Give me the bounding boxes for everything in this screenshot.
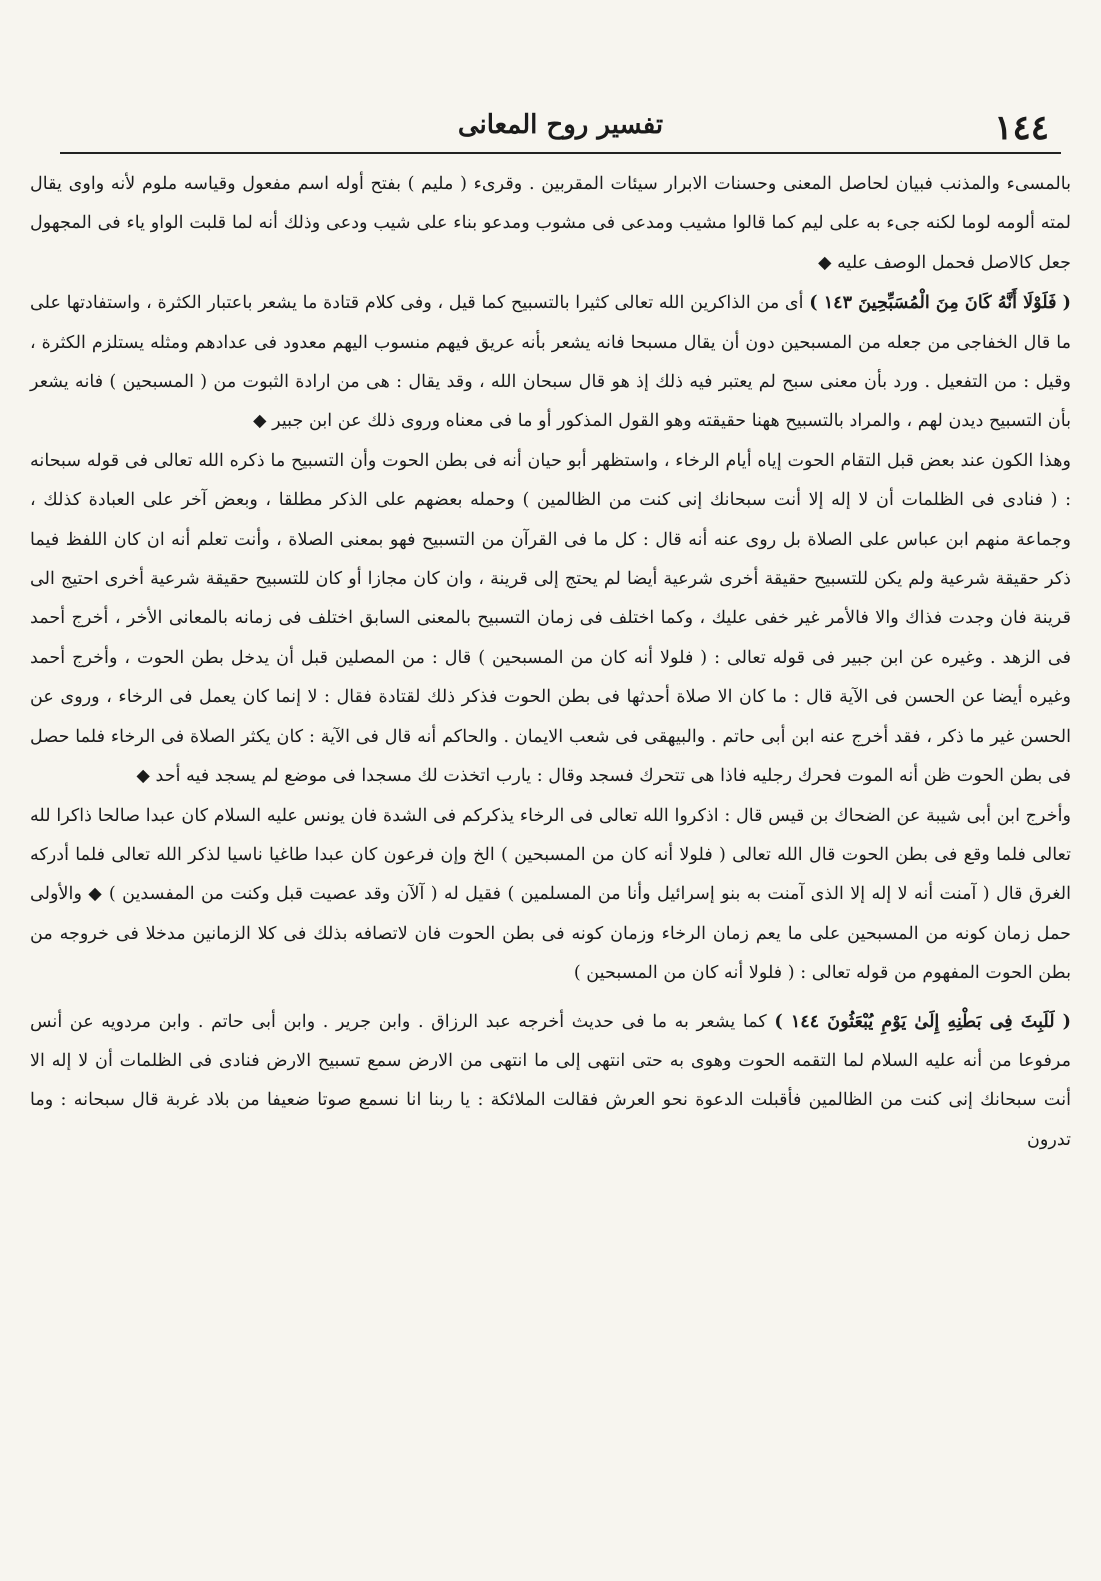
page-number: ١٤٤	[994, 108, 1049, 148]
paragraph	[30, 442, 1071, 797]
body-text-run: وأخرج ابن أبى شيبة عن الضحاك بن قيس قال : اذكروا الله تعالى فى الرخاء يذكركم فى الشدة فان يونس عليه السلام كان عبدا صالحا ذاكرا لله تعالى فلما وقع فى بطن الحوت قال الله تعالى ( فلولا أنه كان من المسبحين ) الخ وإن فرعون كان عبدا طاغيا ناسيا لذكر الله تعالى فلما أدركه الغرق قال ( آمنت أنه لا إله إلا الذى آمنت به بنو إسرائيل وأنا من المسلمين ) فقيل له ( آلآن وقد عصيت قبل وكنت من المفسدين ) ◆ والأولى حمل زمان كونه من المسبحين على ما يعم زمان الرخاء وزمان كونه فى بطن الحوت فان لاتصافه بذلك فى كلا الزمانين مدخلا فى خروجه من بطن الحوت المفهوم من قوله تعالى : ( فلولا أنه كان من المسبحين )	[30, 805, 1071, 984]
paragraph	[30, 797, 1071, 994]
quran-verse: ( فَلَوْلَا أَنَّهُ كَانَ مِنَ الْمُسَبِّحِينَ ١٤٣ )	[809, 292, 1072, 314]
page-header	[60, 100, 1061, 154]
body-text-run: وهذا الكون عند بعض قبل التقام الحوت إياه أيام الرخاء ، واستظهر أبو حيان أنه فى بطن الحوت وأن التسبيح ما ذكره الله تعالى فى قوله سبحانه : ( فنادى فى الظلمات أن لا إله إلا أنت سبحانك إنى كنت من الظالمين ) وحمله بعضهم على الذكر مطلقا ، وبعض آخر على العبادة كذلك ، وجماعة منهم ابن عباس على الصلاة بل روى عنه أنه قال : كل ما فى القرآن من التسبيح فهو بمعنى الصلاة ، وأنت تعلم أنه ان كان اللفظ فيما ذكر حقيقة شرعية ولم يكن للتسبيح حقيقة أخرى شرعية أيضا لم يحتج إلى قرينة ، وان كان مجازا أو كان للتسبيح حقيقة شرعية أخرى احتيج الى قرينة فان وجدت فذاك والا فالأمر غير خفى عليك ، وكما اختلف فى زمان التسبيح بالمعنى السابق اختلف فى زمانه بالمعانى الأخر ، أخرج أحمد فى الزهد . وغيره عن ابن جبير فى قوله تعالى : ( فلولا أنه كان من المسبحين ) قال : من المصلين قبل أن يدخل بطن الحوت ، وأخرج أحمد وغيره أيضا عن الحسن فى الآية قال : ما كان الا صلاة أحدثها فى بطن الحوت فذكر ذلك لقتادة فقال : لا إنما كان يعمل فى الرخاء ، وروى عن الحسن غير ما ذكر ، فقد أخرج عنه ابن أبى حاتم . والبيهقى فى شعب الايمان . والحاكم أنه قال فى الآية : كان يكثر الصلاة فى الرخاء فلما حصل فى بطن الحوت ظن أنه الموت فحرك رجليه فاذا هى تتحرك فسجد وقال : يارب اتخذت لك مسجدا فى موضع لم يسجد فيه أحد ◆	[30, 450, 1071, 787]
paragraph	[30, 1002, 1071, 1161]
paragraph-gap	[30, 994, 1071, 1002]
paragraph	[30, 165, 1071, 283]
quran-verse: ( لَلَبِثَ فِى بَطْنِهِ إِلَىٰ يَوْمِ يُبْعَثُونَ ١٤٤ )	[774, 1010, 1072, 1032]
body-text-run: كما يشعر به ما فى حديث أخرجه عبد الرزاق . وابن جرير . وابن أبى حاتم . وابن مردويه عن أنس مرفوعا من أنه عليه السلام لما التقمه الحوت وهوى به حتى انتهى إلى ما انتهى من الارض سمع تسبيح الارض فنادى فى الظلمات أن لا إله الا أنت سبحانك إنى كنت من الظالمين فأقبلت الدعوة نحو العرش فقالت الملائكة : يا ربنا انا نسمع صوتا ضعيفا من بلاد غربة قال سبحانه : وما تدرون	[30, 1011, 1071, 1150]
body-text-run: أى من الذاكرين الله تعالى كثيرا بالتسبيح كما قيل ، وفى كلام قتادة ما يشعر باعتبار الكثرة ، واستفادتها على ما قال الخفاجى من جعله من المسبحين دون أن يقال مسبحا فانه يشعر بأنه عريق فيهم منسوب اليهم معدود فى عدادهم ومثله يستلزم الكثرة ، وقيل : من التفعيل . ورد بأن معنى سبح لم يعتبر فيه ذلك إذ هو قال سبحان الله ، وقد يقال : هى من ارادة الثبوت من ( المسبحين ) فانه يشعر بأن التسبيح ديدن لهم ، والمراد بالتسبيح ههنا حقيقته وهو القول المذكور أو ما فى معناه وروى ذلك عن ابن جبير ◆	[30, 293, 1071, 432]
commentary-text	[30, 165, 1071, 1160]
body-text-run: بالمسىء والمذنب فبيان لحاصل المعنى وحسنات الابرار سيئات المقربين . وقرىء ( مليم ) بفتح أوله اسم مفعول وقياسه ملوم لأنه واوى يقال لمته ألومه لوما لكنه جىء به على ليم كما قالوا مشيب ومدعى فى مشوب ومدعو بناء على شيب ودعى وذلك أنه لما قلبت الواو ياء فى المجهول جعل كالاصل فحمل الوصف عليه ◆	[30, 174, 1071, 273]
paragraph	[30, 283, 1071, 442]
running-title: تفسير روح المعانى	[457, 110, 664, 140]
